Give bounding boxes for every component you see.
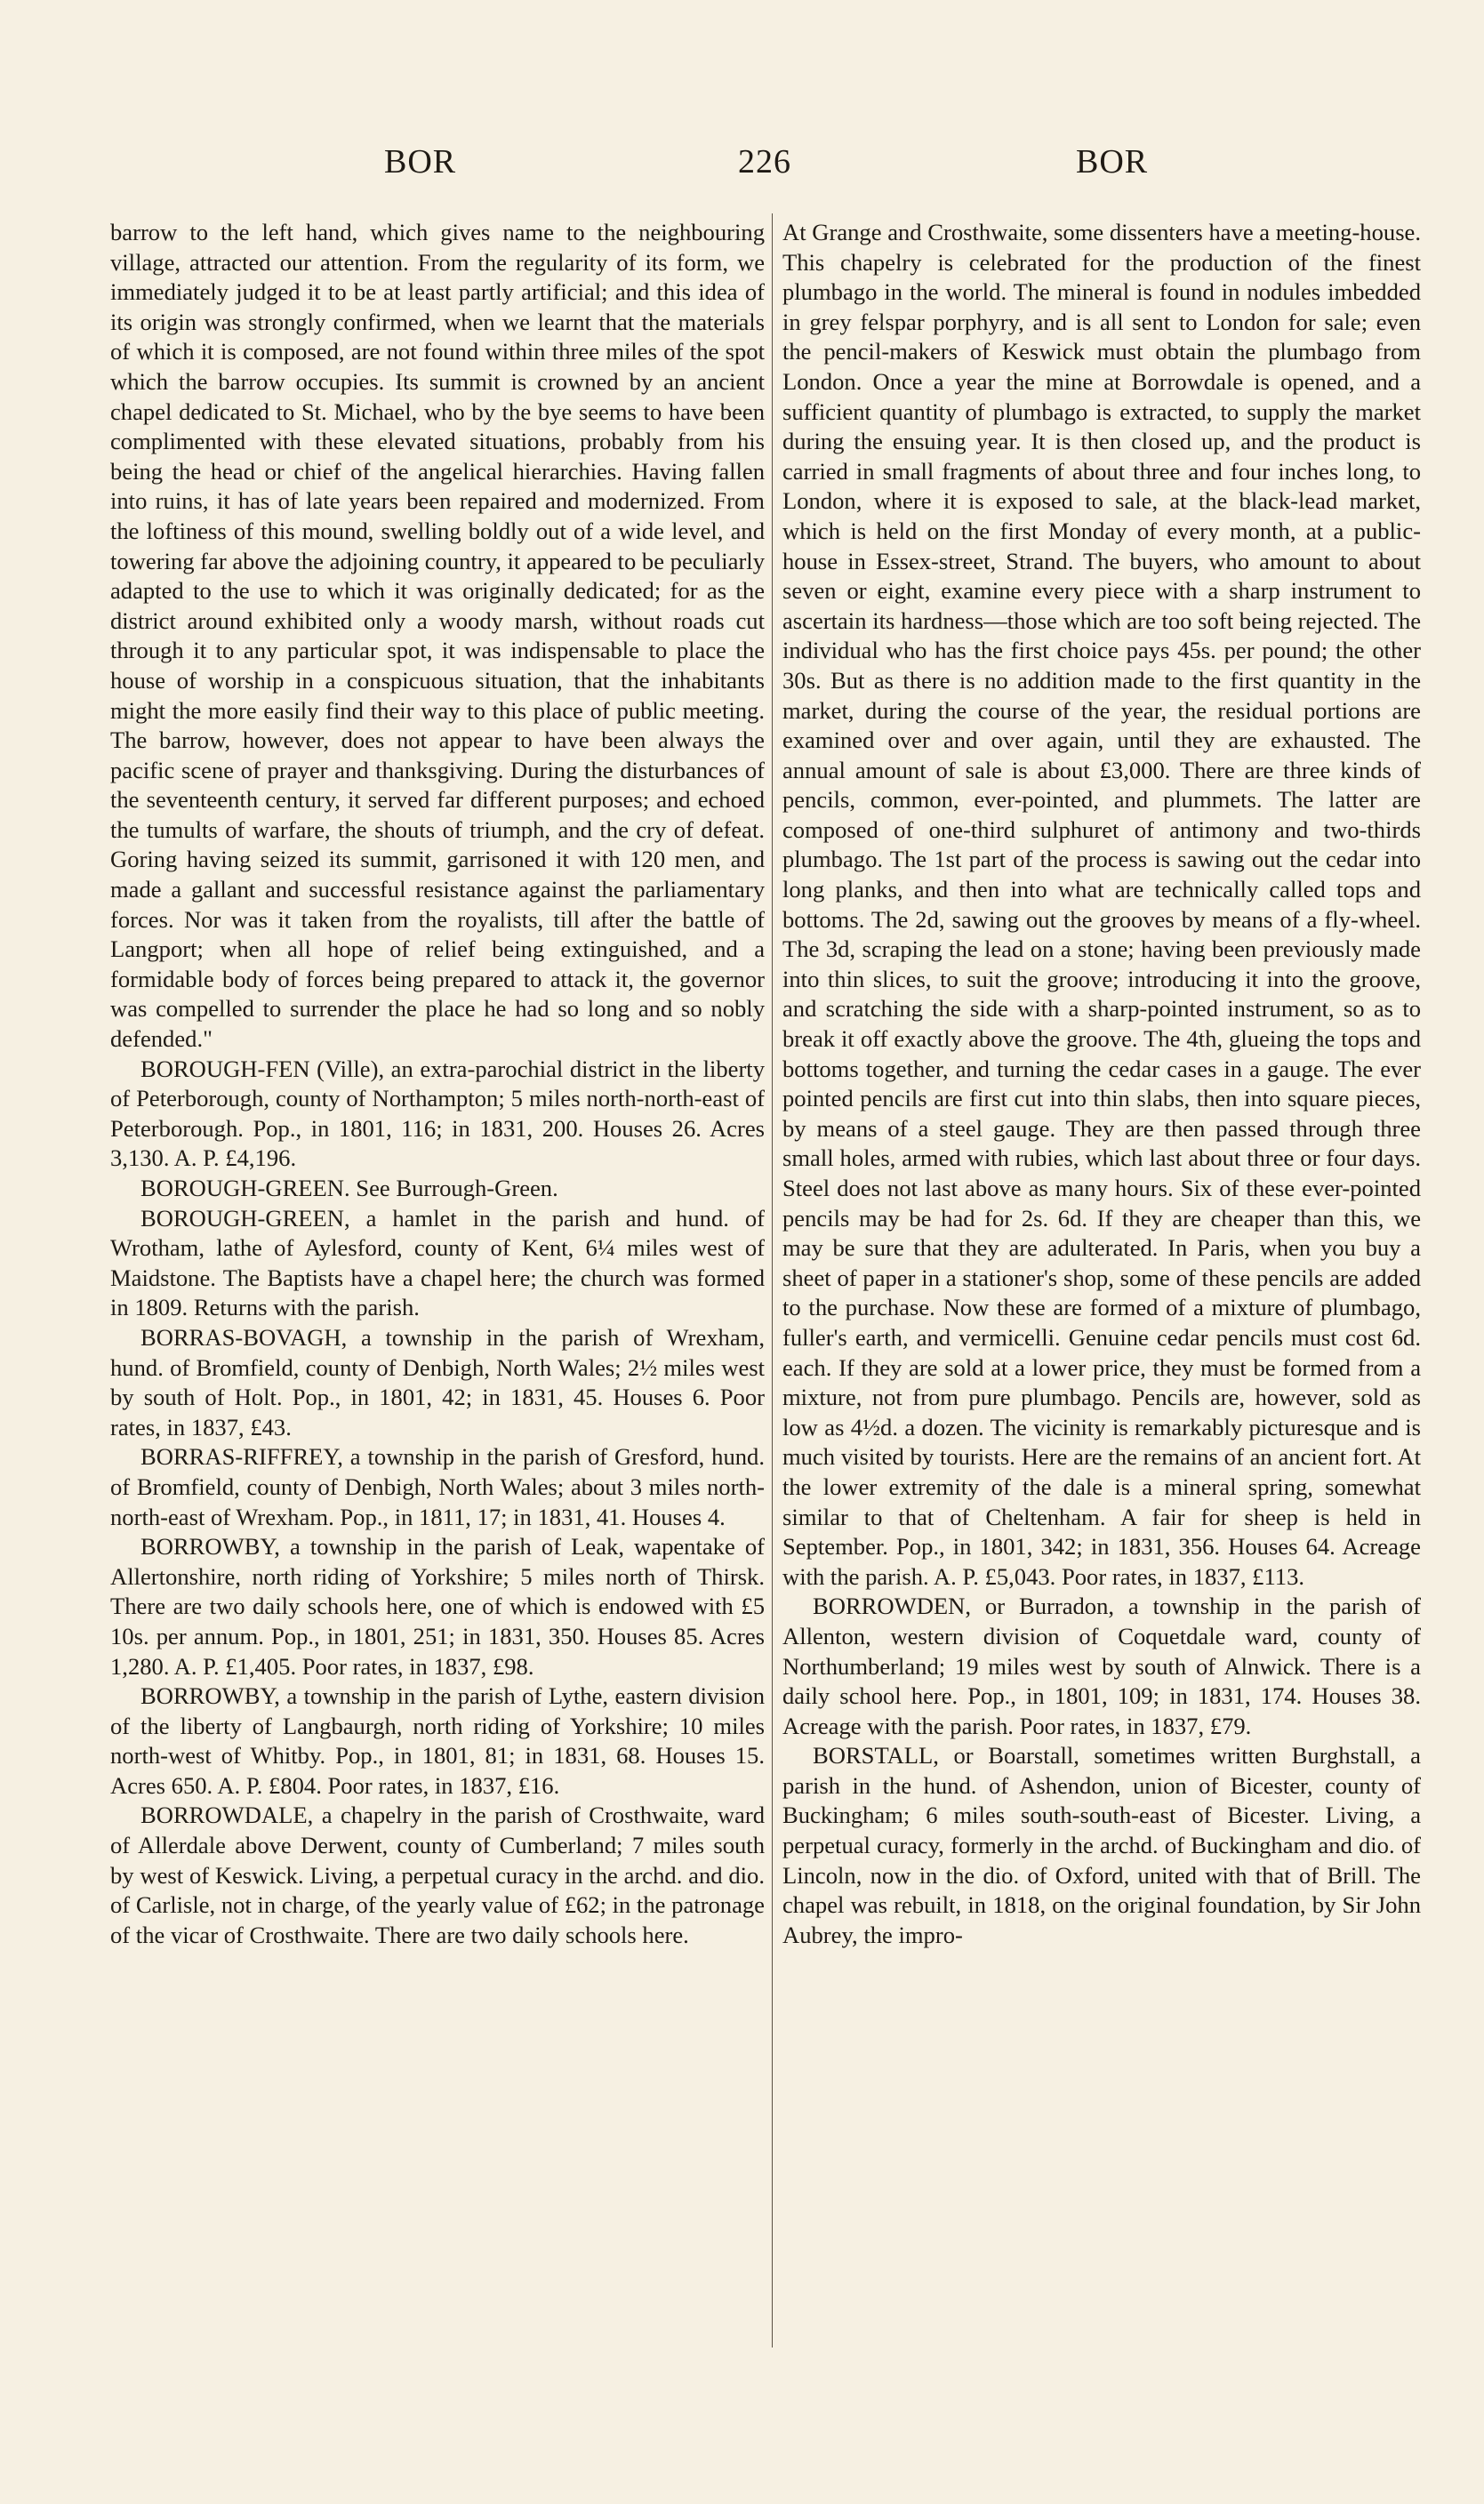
entry-borough-green: BOROUGH-GREEN, a hamlet in the parish and hund. of Wrotham, lathe of Aylesford, county of Kent, 6¼ miles west of Maidstone. The Baptists have a chapel here; the church was formed in 1809. Returns with the parish. <box>110 1204 765 1321</box>
entry-borrowden: BORROWDEN, or Burradon, a township in the parish of Allenton, western division of Coquetdale ward, county of Northumberland; 19 miles west by south of Alnwick. There is a daily school here. Pop., in 1801, 109; in 1831, 174. Houses 38. Acreage with the parish. Poor rates, in 1837, £79. <box>782 1593 1421 1739</box>
continued-text: barrow to the left hand, which gives name to the neighbouring village, attracted our attention. From the regularity of its form, we immediately judged it to be at least partly artificial; and this idea of its origin was strongly confirmed, when we learnt that the materials of which it is composed, are not found within three miles of the spot which the barrow occupies. Its summit is crowned by an ancient chapel dedicated to St. Michael, who by the bye seems to have been complimented with these elevated situations, probably from his being the head or chief of the angelical hierarchies. Having fallen into ruins, it has of late years been repaired and modernized. From the loftiness of this mound, swelling boldly out of a wide level, and towering far above the adjoining country, it appeared to be peculiarly adapted to the use to which it was originally dedicated; for as the district around exhibited only a woody marsh, without roads cut through it to any particular spot, it was indispensable to place the house of worship in a conspicuous situation, that the inhabitants might the more easily find their way to this place of public meeting. The barrow, however, does not appear to have been always the pacific scene of prayer and thanksgiving. During the disturbances of the seventeenth century, it served far different purposes; and echoed the tumults of warfare, the shouts of triumph, and the cry of defeat. Goring having seized its summit, garrisoned it with 120 men, and made a gallant and successful resistance against the parliamentary forces. Nor was it taken from the royalists, till after the battle of Langport; when all hope of relief being extinguished, and a formidable body of forces being prepared to attack it, the governor was compelled to surrender the place he had so long and so nobly defended." <box>110 219 765 1053</box>
right-column <box>782 218 1421 1950</box>
entry-borough-green-ref: BOROUGH-GREEN. See Burrough-Green. <box>140 1175 558 1201</box>
running-head-left-word: BOR <box>384 143 457 181</box>
entry-borrowby-lythe: BORROWBY, a township in the parish of Lythe, eastern division of the liberty of Langbaurgh, north riding of Yorkshire; 10 miles north-west of Whitby. Pop., in 1801, 81; in 1831, 68. Houses 15. Acres 650. A. P. £804. Poor rates, in 1837, £16. <box>110 1682 765 1799</box>
running-head <box>107 142 1149 187</box>
entry-borstall: BORSTALL, or Boarstall, sometimes written Burghstall, a parish in the hund. of Ashendon, union of Bicester, county of Buckingham; 6 miles south-south-east of Bicester. Living, a perpetual curacy, formerly in the archd. of Buckingham and dio. of Lincoln, now in the dio. of Oxford, united with that of Brill. The chapel was rebuilt, in 1818, on the original foundation, by Sir John Aubrey, the impro- <box>782 1742 1421 1948</box>
page-number: 226 <box>738 143 791 181</box>
entry-borough-fen: BOROUGH-FEN (Ville), an extra-parochial district in the liberty of Peterborough, county of Northampton; 5 miles north-north-east of Peterborough. Pop., in 1801, 116; in 1831, 200. Houses 26. Acres 3,130. A. P. £4,196. <box>110 1055 765 1172</box>
entry-borrowdale: BORROWDALE, a chapelry in the parish of Crosthwaite, ward of Allerdale above Derwent, county of Cumberland; 7 miles south by west of Keswick. Living, a perpetual curacy in the archd. and dio. of Carlisle, not in charge, of the yearly value of £62; in the patronage of the vicar of Crosthwaite. There are two daily schools here. <box>110 1802 765 1948</box>
borrowdale-continued: At Grange and Crosthwaite, some dissenters have a meeting-house. This chapelry is celebrated for the production of the finest plumbago in the world. The mineral is found in nodules imbedded in grey felspar porphyry, and is all sent to London for sale; even the pencil-makers of Keswick must obtain the plumbago from London. Once a year the mine at Borrowdale is opened, and a sufficient quantity of plumbago is extracted, to supply the market during the ensuing year. It is then closed up, and the product is carried in small fragments of about three and four inches long, to London, where it is exposed to sale, at the black-lead market, which is held on the first Monday of every month, at a public-house in Essex-street, Strand. The buyers, who amount to about seven or eight, examine every piece with a sharp instrument to ascertain its hardness—those which are too soft being rejected. The individual who has the first choice pays 45s. per pound; the other 30s. But as there is no addition made to the first quantity in the market, during the course of the year, the residual portions are examined over and over again, until they are exhausted. The annual amount of sale is about £3,000. There are three kinds of pencils, common, ever-pointed, and plummets. The latter are composed of one-third sulphuret of antimony and two-thirds plumbago. The 1st part of the process is sawing out the cedar into long planks, and then into what are technically called tops and bottoms. The 2d, sawing out the grooves by means of a fly-wheel. The 3d, scraping the lead on a stone; having been previously made into thin slices, to suit the groove; introducing it into the groove, and scratching the side with a sharp-pointed instrument, so as to break it off exactly above the groove. The 4th, glueing the tops and bottoms together, and turning the cedar cases in a gauge. The ever pointed pencils are first cut into thin slabs, then into square pieces, by means of a steel gauge. They are then passed through three small holes, armed with rubies, which last about three or four days. Steel does not last above as many hours. Six of these ever-pointed pencils may be had for 2s. 6d. If they are cheaper than this, we may be sure that they are adulterated. In Paris, when you buy a sheet of paper in a stationer's shop, some of these pencils are added to the purchase. Now these are formed of a mixture of plumbago, fuller's earth, and vermicelli. Genuine cedar pencils must cost 6d. each. If they are sold at a lower price, they must be formed from a mixture, not from pure plumbago. Pencils are, however, sold as low as 4½d. a dozen. The vicinity is remarkably picturesque and is much visited by tourists. Here are the remains of an ancient fort. At the lower extremity of the dale is a mineral spring, somewhat similar to that of Cheltenham. A fair for sheep is held in September. Pop., in 1801, 342; in 1831, 356. Houses 64. Acreage with the parish. A. P. £5,043. Poor rates, in 1837, £113. <box>782 219 1421 1590</box>
running-head-right-word: BOR <box>1076 143 1149 181</box>
entry-borrowby-leak: BORROWBY, a township in the parish of Leak, wapentake of Allertonshire, north riding of Yorkshire; 5 miles north of Thirsk. There are two daily schools here, one of which is endowed with £5 10s. per annum. Pop., in 1801, 251; in 1831, 350. Houses 85. Acres 1,280. A. P. £1,405. Poor rates, in 1837, £98. <box>110 1533 765 1680</box>
entry-borras-riffrey: BORRAS-RIFFREY, a township in the parish of Gresford, hund. of Bromfield, county of Denbigh, North Wales; about 3 miles north-north-east of Wrexham. Pop., in 1811, 17; in 1831, 41. Houses 4. <box>110 1443 765 1530</box>
column-divider <box>772 213 773 2348</box>
left-column <box>110 218 765 1950</box>
entry-borras-bovagh: BORRAS-BOVAGH, a township in the parish of Wrexham, hund. of Bromfield, county of Denbigh, North Wales; 2½ miles west by south of Holt. Pop., in 1801, 42; in 1831, 45. Houses 6. Poor rates, in 1837, £43. <box>110 1323 765 1441</box>
